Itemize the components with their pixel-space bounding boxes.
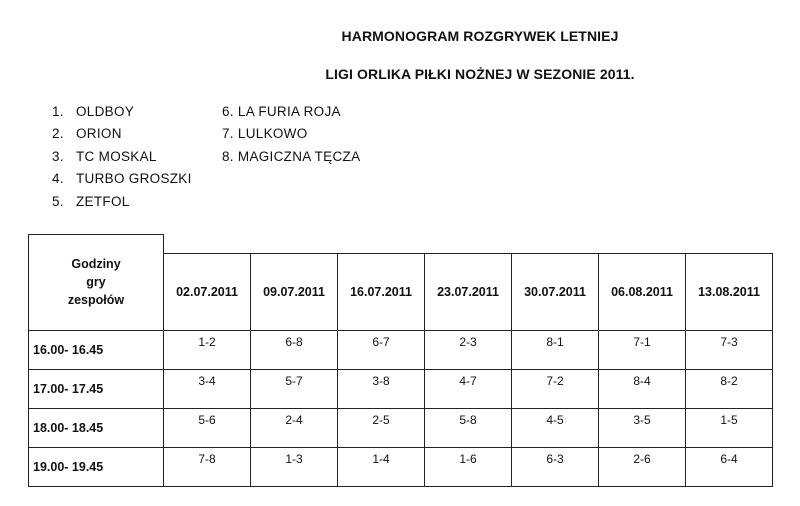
date-header: 02.07.2011 bbox=[164, 253, 251, 330]
time-slot: 16.00- 16.45 bbox=[29, 330, 164, 369]
table-row bbox=[29, 369, 773, 408]
team-item: 8. MAGICZNA TĘCZA bbox=[222, 148, 361, 164]
match-cell: 2-3 bbox=[425, 330, 512, 369]
title-line-1: HARMONOGRAM ROZGRYWEK LETNIEJ bbox=[341, 28, 619, 44]
match-cell: 2-4 bbox=[251, 408, 338, 447]
match-cell: 6-4 bbox=[686, 447, 773, 486]
team-name: TC MOSKAL bbox=[76, 148, 157, 164]
match-cell: 8-2 bbox=[686, 369, 773, 408]
schedule-table bbox=[28, 234, 773, 487]
date-header: 16.07.2011 bbox=[338, 253, 425, 330]
header-spacer-row bbox=[29, 235, 773, 254]
match-cell: 7-3 bbox=[686, 330, 773, 369]
table-row bbox=[29, 408, 773, 447]
match-cell: 5-8 bbox=[425, 408, 512, 447]
date-header: 06.08.2011 bbox=[599, 253, 686, 330]
title-line-2: LIGI ORLIKA PIŁKI NOŻNEJ W SEZONIE 2011. bbox=[325, 66, 635, 82]
match-cell: 8-1 bbox=[512, 330, 599, 369]
match-cell: 1-2 bbox=[164, 330, 251, 369]
match-cell: 7-2 bbox=[512, 369, 599, 408]
team-item: 1. OLDBOY bbox=[52, 104, 135, 119]
team-name: ORION bbox=[76, 126, 122, 142]
time-slot: 17.00- 17.45 bbox=[29, 369, 164, 408]
match-cell: 3-8 bbox=[338, 369, 425, 408]
match-cell: 4-7 bbox=[425, 369, 512, 408]
time-slot: 19.00- 19.45 bbox=[29, 447, 164, 486]
teams-list-right bbox=[222, 101, 360, 168]
date-header: 09.07.2011 bbox=[251, 253, 338, 330]
team-item: 5. ZETFOL bbox=[52, 193, 130, 209]
table-row bbox=[29, 447, 773, 486]
match-cell: 7-8 bbox=[164, 447, 251, 486]
match-cell: 1-5 bbox=[686, 408, 773, 447]
team-item: 3. TC MOSKAL bbox=[52, 148, 157, 164]
match-cell: 6-3 bbox=[512, 447, 599, 486]
match-cell: 6-7 bbox=[338, 330, 425, 369]
date-header: 13.08.2011 bbox=[686, 253, 773, 330]
time-slot: 18.00- 18.45 bbox=[29, 408, 164, 447]
match-cell: 2-5 bbox=[338, 408, 425, 447]
match-cell: 1-3 bbox=[251, 447, 338, 486]
match-cell: 4-5 bbox=[512, 408, 599, 447]
match-cell: 3-4 bbox=[164, 369, 251, 408]
match-cell: 2-6 bbox=[599, 447, 686, 486]
corner-header: Godziny gry zespołów bbox=[29, 235, 164, 331]
team-name: OLDBOY bbox=[76, 104, 135, 119]
table-row bbox=[29, 330, 773, 369]
match-cell: 3-5 bbox=[599, 408, 686, 447]
match-cell: 6-8 bbox=[251, 330, 338, 369]
match-cell: 5-7 bbox=[251, 369, 338, 408]
match-cell: 1-4 bbox=[338, 447, 425, 486]
match-cell: 8-4 bbox=[599, 369, 686, 408]
team-item: 2. ORION bbox=[52, 126, 122, 142]
match-cell: 5-6 bbox=[164, 408, 251, 447]
team-item: 6. LA FURIA ROJA bbox=[222, 104, 341, 119]
date-header: 23.07.2011 bbox=[425, 253, 512, 330]
teams-list-left bbox=[52, 101, 192, 213]
team-item: 4. TURBO GROSZKI bbox=[52, 171, 192, 187]
team-name: TURBO GROSZKI bbox=[76, 171, 192, 187]
team-item: 7. LULKOWO bbox=[222, 126, 308, 142]
team-name: ZETFOL bbox=[76, 193, 130, 209]
date-header: 30.07.2011 bbox=[512, 253, 599, 330]
match-cell: 1-6 bbox=[425, 447, 512, 486]
match-cell: 7-1 bbox=[599, 330, 686, 369]
